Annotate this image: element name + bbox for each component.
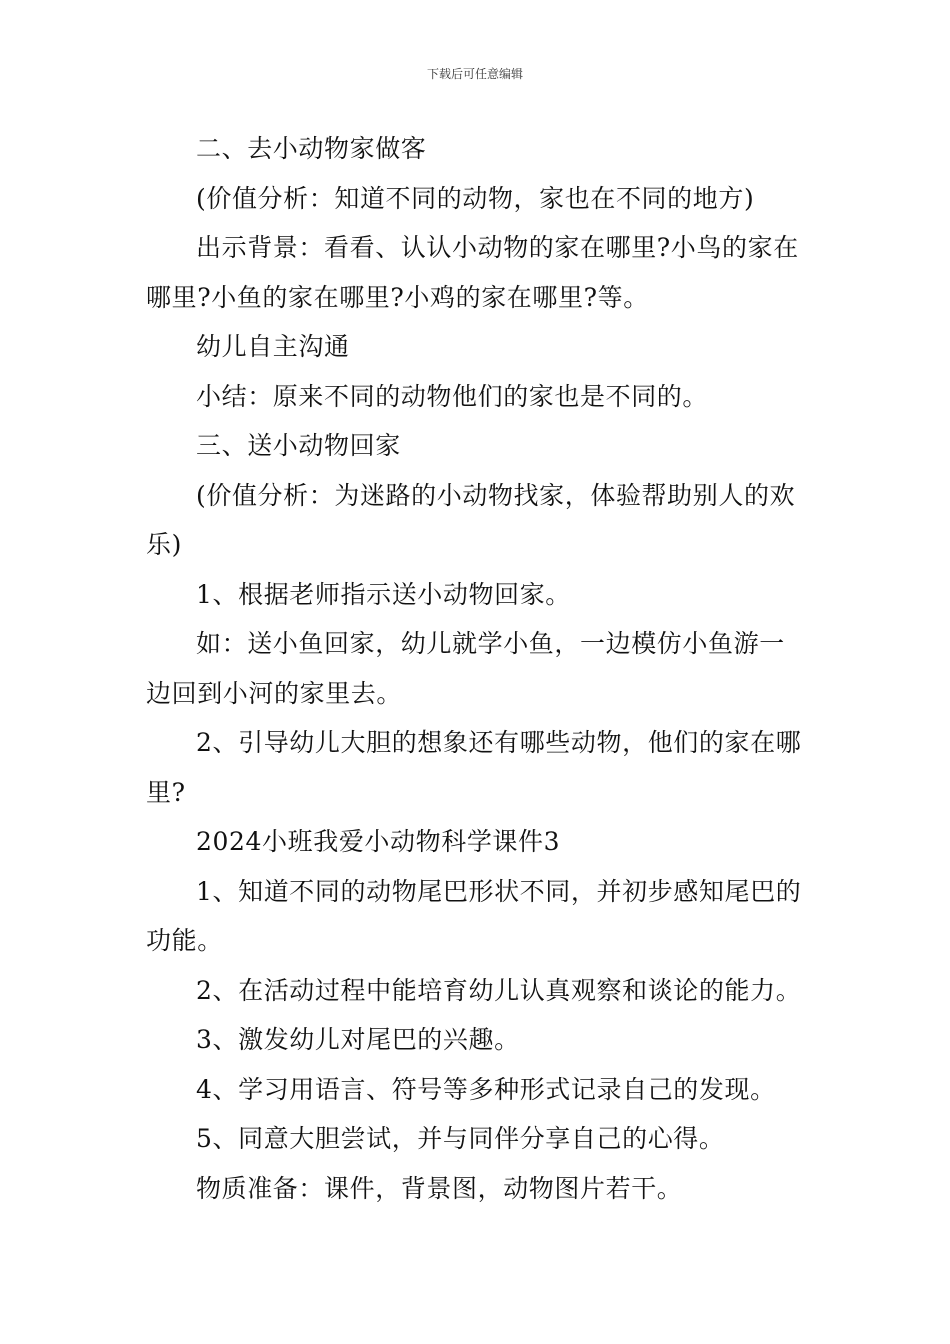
lesson-title: 2024小班我爱小动物科学课件3 bbox=[196, 827, 561, 856]
section-heading-visit: 二、去小动物家做客 bbox=[196, 134, 427, 163]
example-paragraph: 如：送小鱼回家，幼儿就学小鱼，一边模仿小鱼游一边回到小河的家里去。 bbox=[146, 629, 785, 708]
document-body bbox=[146, 124, 808, 1213]
section-heading-send-home: 三、送小动物回家 bbox=[196, 431, 401, 460]
goal-3: 3、激发幼儿对尾巴的兴趣。 bbox=[196, 1025, 520, 1054]
step-1: 1、根据老师指示送小动物回家。 bbox=[196, 579, 571, 609]
show-background-paragraph: 出示背景：看看、认认小动物的家在哪里?小鸟的家在哪里?小鱼的家在哪里?小鸡的家在哪里?等。 bbox=[146, 233, 799, 312]
child-communication: 幼儿自主沟通 bbox=[196, 332, 350, 361]
goal-1: 1、知道不同的动物尾巴形状不同，并初步感知尾巴的功能。 bbox=[146, 876, 802, 955]
goal-4: 4、学习用语言、符号等多种形式记录自己的发现。 bbox=[196, 1074, 776, 1104]
page-header: 下载后可任意编辑 bbox=[426, 67, 523, 81]
summary-paragraph: 小结：原来不同的动物他们的家也是不同的。 bbox=[196, 381, 709, 411]
step-2: 2、引导幼儿大胆的想象还有哪些动物，他们的家在哪里? bbox=[146, 728, 802, 807]
materials-paragraph: 物质准备：课件，背景图，动物图片若干。 bbox=[196, 1173, 683, 1203]
value-analysis-1: (价值分析：知道不同的动物，家也在不同的地方) bbox=[196, 183, 755, 213]
goal-5: 5、同意大胆尝试，并与同伴分享自己的心得。 bbox=[196, 1124, 725, 1153]
value-analysis-2: (价值分析：为迷路的小动物找家，体验帮助别人的欢乐) bbox=[146, 480, 796, 559]
goal-2: 2、在活动过程中能培育幼儿认真观察和谈论的能力。 bbox=[196, 975, 802, 1005]
